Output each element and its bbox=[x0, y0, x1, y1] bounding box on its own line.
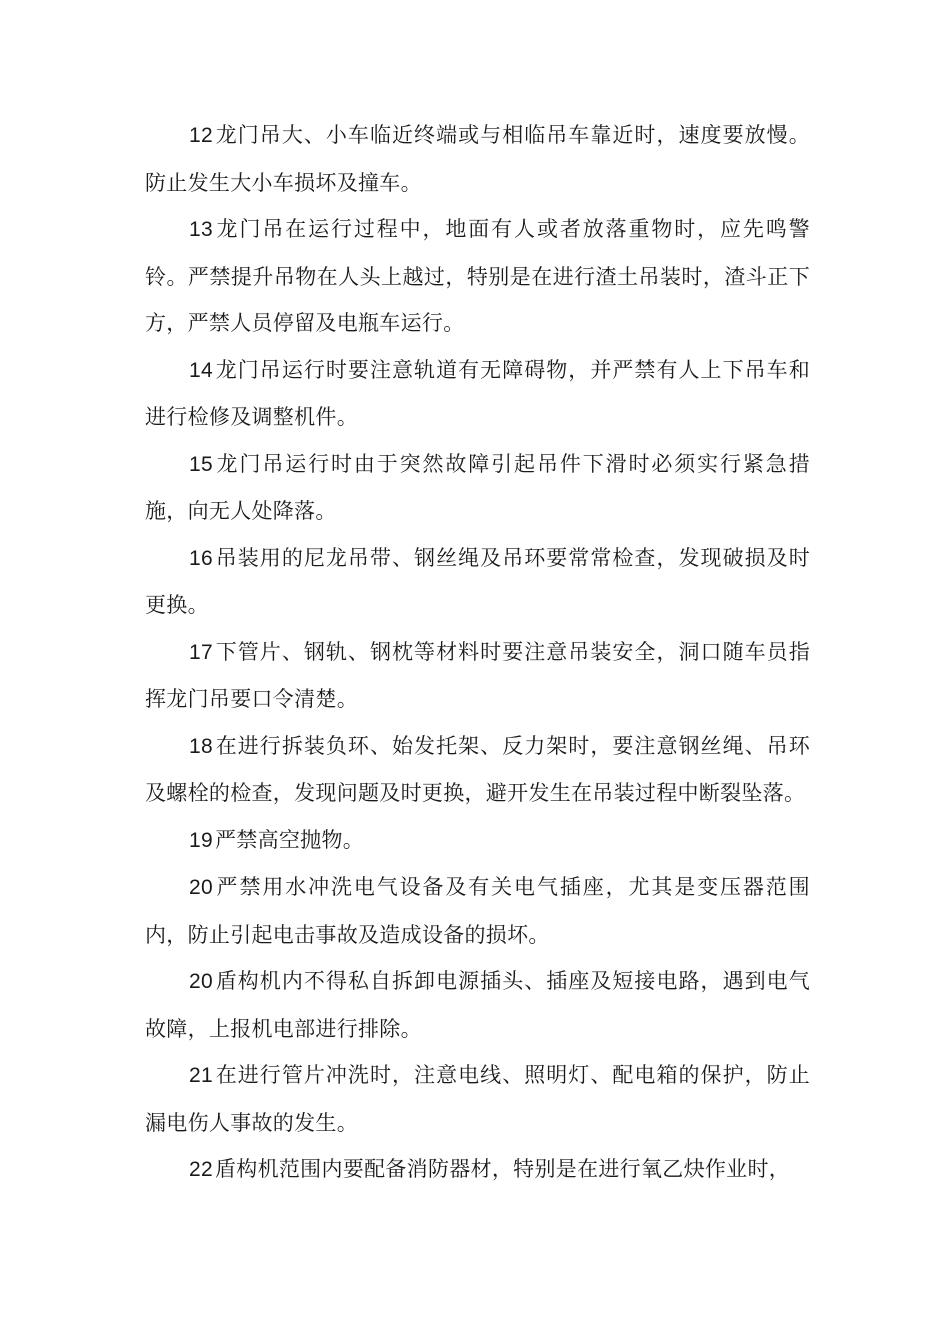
item-number: 12 bbox=[189, 124, 213, 147]
paragraph-20b bbox=[145, 958, 810, 1052]
item-number: 18 bbox=[189, 734, 213, 758]
item-text: 盾构机范围内要配备消防器材，特别是在进行氧乙炔作业时， bbox=[214, 1157, 791, 1181]
paragraph-12 bbox=[145, 112, 810, 206]
item-number: 15 bbox=[189, 452, 213, 476]
paragraph-21 bbox=[145, 1052, 810, 1146]
document-body bbox=[145, 112, 810, 1194]
item-number: 16 bbox=[189, 546, 213, 570]
item-text: 盾构机内不得私自拆卸电源插头、插座及短接电路，遇到电气故障，上报机电部进行排除。 bbox=[145, 969, 810, 1041]
paragraph-17 bbox=[145, 629, 810, 723]
item-text: 龙门吊在运行过程中，地面有人或者放落重物时，应先鸣警铃。严禁提升吊物在人头上越过，特别是在进行渣土吊装时，渣斗正下方，严禁人员停留及电瓶车运行。 bbox=[145, 217, 810, 335]
item-text: 龙门吊大、小车临近终端或与相临吊车靠近时，速度要放慢。防止发生大小车损坏及撞车。 bbox=[145, 123, 810, 195]
paragraph-15 bbox=[145, 441, 810, 535]
item-number: 13 bbox=[189, 218, 213, 241]
paragraph-13 bbox=[145, 206, 810, 347]
paragraph-22 bbox=[145, 1146, 810, 1194]
item-number: 19 bbox=[189, 828, 213, 852]
item-text: 严禁用水冲洗电气设备及有关电气插座，尤其是变压器范围内，防止引起电击事故及造成设备的损坏。 bbox=[145, 875, 810, 947]
item-number: 17 bbox=[189, 640, 213, 664]
paragraph-20a bbox=[145, 864, 810, 958]
paragraph-18 bbox=[145, 723, 810, 817]
item-text: 在进行管片冲洗时，注意电线、照明灯、配电箱的保护，防止漏电伤人事故的发生。 bbox=[145, 1063, 810, 1135]
paragraph-19 bbox=[145, 817, 810, 865]
item-number: 20 bbox=[189, 970, 213, 993]
item-number: 20 bbox=[189, 876, 213, 899]
item-text: 龙门吊运行时由于突然故障引起吊件下滑时必须实行紧急措施，向无人处降落。 bbox=[145, 451, 810, 523]
item-number: 14 bbox=[189, 358, 213, 382]
item-number: 22 bbox=[189, 1158, 213, 1181]
item-text: 吊装用的尼龙吊带、钢丝绳及吊环要常常检查，发现破损及时更换。 bbox=[145, 545, 810, 617]
item-number: 21 bbox=[189, 1064, 213, 1087]
item-text: 严禁高空抛物。 bbox=[214, 827, 365, 852]
item-text: 在进行拆装负环、始发托架、反力架时，要注意钢丝绳、吊环及螺栓的检查，发现问题及时更换，避开发生在吊装过程中断裂坠落。 bbox=[145, 733, 810, 805]
item-text: 下管片、钢轨、钢枕等材料时要注意吊装安全，洞口随车员指挥龙门吊要口令清楚。 bbox=[145, 639, 810, 711]
paragraph-14 bbox=[145, 347, 810, 441]
paragraph-16 bbox=[145, 535, 810, 629]
item-text: 龙门吊运行时要注意轨道有无障碍物，并严禁有人上下吊车和进行检修及调整机件。 bbox=[145, 357, 810, 429]
